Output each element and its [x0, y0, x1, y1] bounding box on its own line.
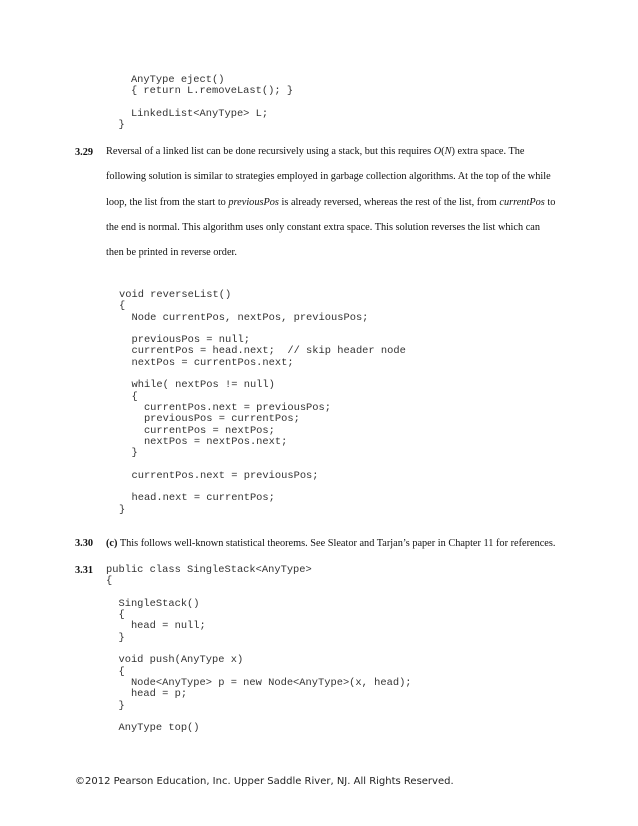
section-number-3-31: 3.31 — [75, 565, 94, 576]
section-number-3-29: 3.29 — [75, 147, 94, 158]
code-block-reverse-list: void reverseList() { Node currentPos, nextPos, previousPos; previousPos = null; currentPos = head.next; // skip header node nextPos = currentPos.next; while( nextPos != null) { currentPos.next = previousPos; previousPos = currentPos; currentPos = nextPos; nextPos = nextPos.next; } currentPos.next = previousPos; head.next = currentPos; } — [119, 289, 406, 516]
text: is already reversed, whereas the rest of the list, from — [278, 196, 500, 208]
paragraph-3-29 — [106, 139, 556, 265]
paragraph-line: the end is normal. This algorithm uses only constant extra space. This solution reverses the list which can — [106, 221, 541, 233]
paragraph-line: following solution is similar to strategies employed in garbage collection algorithms. At the top of the while — [106, 171, 551, 183]
text: currentPos — [499, 196, 545, 208]
text: This follows well-known statistical theorems. See Sleator and Tarjan’s paper in Chapter 11 for references. — [117, 538, 556, 549]
text: N — [444, 146, 452, 157]
text: previousPos — [228, 196, 279, 208]
text: loop, the list from the start to — [106, 196, 229, 208]
paragraph-line: then be printed in reverse order. — [106, 247, 237, 259]
paragraph-line — [106, 139, 546, 164]
copyright-footer: ©2012 Pearson Education, Inc. Upper Saddle River, NJ. All Rights Reserved. — [75, 776, 454, 787]
text: ) extra space. The — [451, 146, 525, 157]
section-number-3-30: 3.30 — [75, 538, 94, 549]
text: Reversal of a linked list can be done recursively using a stack, but this requires — [106, 146, 434, 157]
paragraph-3-30 — [106, 538, 555, 549]
answer-letter: (c) — [106, 538, 118, 549]
code-block-single-stack: public class SingleStack<AnyType> { SingleStack() { head = null; } void push(AnyType x) { Node<AnyType> p = new Node<AnyType>(x, head); head = p; } AnyType top() — [106, 564, 412, 735]
code-block-eject: AnyType eject() { return L.removeLast(); } LinkedList<AnyType> L; } — [118, 74, 294, 132]
text: to — [544, 196, 556, 208]
paragraph-line — [106, 190, 556, 215]
text: ( — [441, 146, 445, 157]
text: O — [433, 146, 442, 157]
